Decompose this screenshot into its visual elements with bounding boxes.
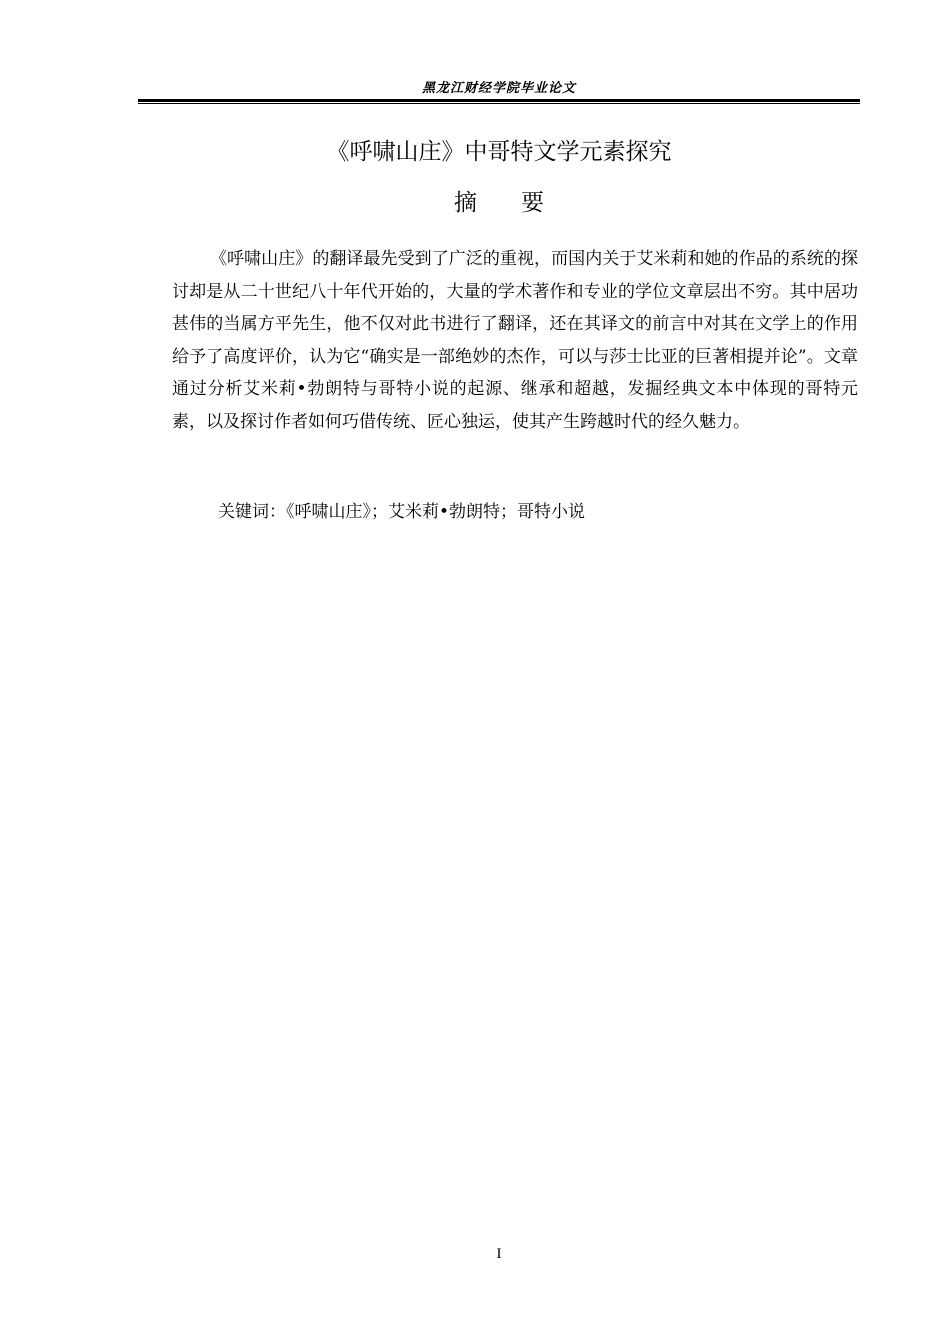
abstract-body: 《呼啸山庄》的翻译最先受到了广泛的重视，而国内关于艾米莉和她的作品的系统的探讨却是从二十世纪八十年代开始的，大量的学术著作和专业的学位文章层出不穷。其中居功甚伟的当属方平先生，他不仅对此书进行了翻译，还在其译文的前言中对其在文学上的作用给予了高度评价，认为它“确实是一部绝妙的杰作，可以与莎士比亚的巨著相提并论”。文章通过分析艾米莉•勃朗特与哥特小说的起源、继承和超越，发掘经典文本中体现的哥特元素，以及探讨作者如何巧借传统、匠心独运，使其产生跨越时代的经久魅力。 xyxy=(172,249,858,432)
document-title: 《呼啸山庄》中哥特文学元素探究 xyxy=(326,139,672,165)
page-number: I xyxy=(496,1246,502,1262)
header-rule-thick xyxy=(138,99,860,102)
abstract-heading: 摘要 xyxy=(454,190,588,216)
running-header: 黑龙江财经学院毕业论文 xyxy=(421,81,576,96)
header-rule xyxy=(138,99,860,105)
keywords-line xyxy=(218,498,858,526)
keywords-value: 《呼啸山庄》；艾米莉•勃朗特；哥特小说 xyxy=(286,502,586,522)
header-rule-thin xyxy=(138,103,860,104)
keywords-label: 关键词： xyxy=(218,502,286,522)
